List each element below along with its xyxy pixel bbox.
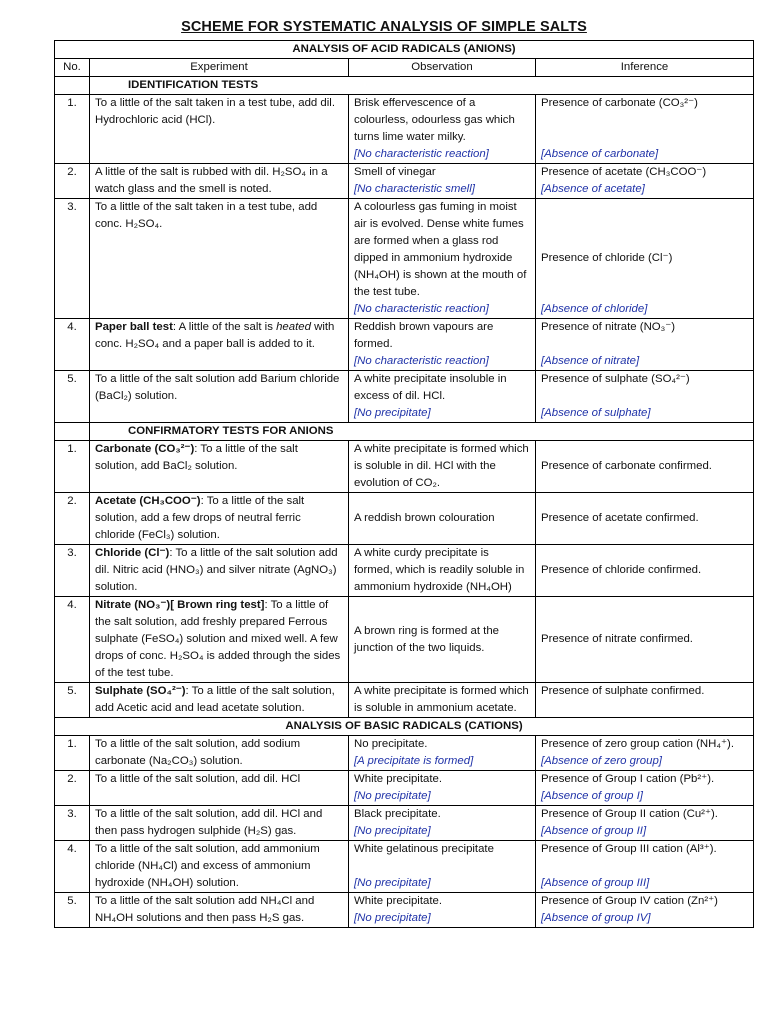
inference-cell	[536, 771, 754, 806]
experiment-text: : A little of the salt is	[172, 321, 277, 333]
row-number: 5.	[55, 683, 90, 718]
experiment-bold: Acetate (CH₃COO⁻)	[95, 495, 201, 507]
table-row	[55, 319, 754, 371]
table-row	[55, 493, 754, 545]
inference-text: Presence of sulphate (SO₄²⁻)	[541, 373, 690, 385]
header-inference: Inference	[536, 59, 754, 77]
row-number: 2.	[55, 493, 90, 545]
observation-text: White precipitate.	[354, 773, 442, 785]
observation-negative: [No characteristic reaction]	[354, 303, 489, 315]
table-row	[55, 841, 754, 893]
row-number: 4.	[55, 597, 90, 683]
experiment-text: : To a little of the salt solution, add freshly prepared Ferrous sulphate (FeSO₄) solution and mixed well. A few drops of conc. H₂SO₄ is added through the sides of the test tube.	[95, 599, 341, 679]
observation-cell	[349, 95, 536, 164]
inference-cell: Presence of carbonate confirmed.	[536, 441, 754, 493]
experiment-bold: Chloride (Cl⁻)	[95, 547, 170, 559]
header-no: No.	[55, 59, 90, 77]
experiment-text: : To a little of the salt solution add dil. Nitric acid (HNO₃) and silver nitrate (AgNO₃) solution.	[95, 547, 338, 593]
experiment-bold: Paper ball test	[95, 321, 173, 333]
inference-text: Presence of nitrate (NO₃⁻)	[541, 321, 676, 333]
row-number: 5.	[55, 371, 90, 423]
experiment-cell	[90, 493, 349, 545]
inference-cell	[536, 371, 754, 423]
header-experiment: Experiment	[90, 59, 349, 77]
inference-cell: Presence of sulphate confirmed.	[536, 683, 754, 718]
inference-negative: [Absence of zero group]	[541, 755, 662, 767]
observation-negative: [No precipitate]	[354, 790, 431, 802]
observation-negative: [No characteristic reaction]	[354, 148, 489, 160]
experiment-cell: To a little of the salt solution, add sodium carbonate (Na₂CO₃) solution.	[90, 736, 349, 771]
inference-text: Presence of carbonate (CO₃²⁻)	[541, 97, 698, 109]
experiment-cell: To a little of the salt solution, add dil. HCl and then pass hydrogen sulphide (H₂S) gas.	[90, 806, 349, 841]
row-number: 4.	[55, 841, 90, 893]
table-row	[55, 806, 754, 841]
inference-negative: [Absence of chloride]	[541, 303, 648, 315]
experiment-cell: To a little of the salt solution add NH₄Cl and NH₄OH solutions and then pass H₂S gas.	[90, 893, 349, 928]
page-title: SCHEME FOR SYSTEMATIC ANALYSIS OF SIMPLE SALTS	[181, 19, 587, 35]
table-row	[55, 771, 754, 806]
experiment-cell	[90, 597, 349, 683]
experiment-cell	[90, 545, 349, 597]
inference-cell	[536, 199, 754, 319]
table-row	[55, 95, 754, 164]
inference-cell	[536, 841, 754, 893]
inference-negative: [Absence of group I]	[541, 790, 643, 802]
table-row	[55, 441, 754, 493]
observation-cell: A white curdy precipitate is formed, which is readily soluble in ammonium hydroxide (NH₄OH)	[349, 545, 536, 597]
subsection-confirmatory	[55, 423, 754, 441]
table-row	[55, 545, 754, 597]
experiment-italic: heated	[276, 321, 311, 333]
experiment-bold: Carbonate (CO₃²⁻)	[95, 443, 195, 455]
observation-cell	[349, 806, 536, 841]
analysis-table	[54, 40, 754, 928]
observation-text: A colourless gas fuming in moist air is evolved. Dense white fumes are formed when a glass rod dipped in ammonium hydroxide (NH₄OH) is shown at the mouth of the test tube.	[354, 201, 527, 298]
observation-cell	[349, 371, 536, 423]
observation-negative: [No characteristic reaction]	[354, 355, 489, 367]
observation-cell	[349, 771, 536, 806]
subsection-spacer	[55, 77, 90, 95]
subsection-identification	[55, 77, 754, 95]
observation-negative: [No precipitate]	[354, 825, 431, 837]
inference-cell	[536, 164, 754, 199]
inference-cell	[536, 319, 754, 371]
inference-negative: [Absence of acetate]	[541, 183, 645, 195]
section-title-cations: ANALYSIS OF BASIC RADICALS (CATIONS)	[55, 718, 754, 736]
experiment-bold: Nitrate (NO₃⁻)[ Brown ring test]	[95, 599, 265, 611]
table-row	[55, 683, 754, 718]
row-number: 4.	[55, 319, 90, 371]
observation-text: Smell of vinegar	[354, 166, 436, 178]
row-number: 3.	[55, 806, 90, 841]
observation-cell: A reddish brown colouration	[349, 493, 536, 545]
experiment-cell	[90, 441, 349, 493]
row-number: 5.	[55, 893, 90, 928]
observation-negative: [No precipitate]	[354, 912, 431, 924]
section-title-anions: ANALYSIS OF ACID RADICALS (ANIONS)	[55, 41, 754, 59]
inference-text: Presence of Group III cation (Al³⁺).	[541, 843, 717, 855]
row-number: 2.	[55, 164, 90, 199]
inference-text: Presence of Group II cation (Cu²⁺).	[541, 808, 718, 820]
inference-negative: [Absence of group II]	[541, 825, 647, 837]
observation-text: A white precipitate insoluble in excess of dil. HCl.	[354, 373, 507, 402]
table-row	[55, 736, 754, 771]
table-row	[55, 893, 754, 928]
observation-negative: [A precipitate is formed]	[354, 755, 474, 767]
observation-text: No precipitate.	[354, 738, 428, 750]
inference-text: Presence of chloride (Cl⁻)	[541, 252, 673, 264]
experiment-cell: To a little of the salt solution add Barium chloride (BaCl₂) solution.	[90, 371, 349, 423]
observation-cell	[349, 319, 536, 371]
observation-negative: [No precipitate]	[354, 877, 431, 889]
inference-text: Presence of zero group cation (NH₄⁺).	[541, 738, 734, 750]
row-number: 2.	[55, 771, 90, 806]
inference-cell: Presence of chloride confirmed.	[536, 545, 754, 597]
inference-text: Presence of Group I cation (Pb²⁺).	[541, 773, 715, 785]
inference-negative: [Absence of group III]	[541, 877, 650, 889]
observation-cell	[349, 199, 536, 319]
inference-negative: [Absence of sulphate]	[541, 407, 651, 419]
inference-cell	[536, 736, 754, 771]
experiment-text: : To a little of the salt solution, add Acetic acid and lead acetate solution.	[95, 685, 335, 714]
experiment-cell: To a little of the salt solution, add dil. HCl	[90, 771, 349, 806]
experiment-text: : To a little of the salt solution, add a few drops of neutral ferric chloride (FeCl₃) solution.	[95, 495, 305, 541]
experiment-cell: A little of the salt is rubbed with dil. H₂SO₄ in a watch glass and the smell is noted.	[90, 164, 349, 199]
experiment-text: with conc. H₂SO₄ and a paper ball is added to it.	[95, 321, 335, 350]
subsection-title-confirmatory: CONFIRMATORY TESTS FOR ANIONS	[90, 423, 754, 441]
inference-text: Presence of acetate (CH₃COO⁻)	[541, 166, 707, 178]
table-row	[55, 597, 754, 683]
observation-cell	[349, 164, 536, 199]
observation-text: Brisk effervescence of a colourless, odourless gas which turns lime water milky.	[354, 97, 515, 143]
inference-cell: Presence of nitrate confirmed.	[536, 597, 754, 683]
subsection-spacer	[55, 423, 90, 441]
column-header-row	[55, 59, 754, 77]
table-row	[55, 371, 754, 423]
inference-cell	[536, 893, 754, 928]
subsection-title-identification: IDENTIFICATION TESTS	[90, 77, 754, 95]
table-row	[55, 164, 754, 199]
inference-cell: Presence of acetate confirmed.	[536, 493, 754, 545]
observation-cell	[349, 736, 536, 771]
experiment-cell	[90, 683, 349, 718]
inference-text: Presence of Group IV cation (Zn²⁺)	[541, 895, 718, 907]
observation-text: Reddish brown vapours are formed.	[354, 321, 494, 350]
inference-cell	[536, 806, 754, 841]
observation-cell: A white precipitate is formed which is soluble in ammonium acetate.	[349, 683, 536, 718]
inference-negative: [Absence of carbonate]	[541, 148, 659, 160]
experiment-cell: To a little of the salt taken in a test tube, add dil. Hydrochloric acid (HCl).	[90, 95, 349, 164]
experiment-cell	[90, 319, 349, 371]
observation-negative: [No characteristic smell]	[354, 183, 475, 195]
inference-cell	[536, 95, 754, 164]
observation-cell: A white precipitate is formed which is soluble in dil. HCl with the evolution of CO₂.	[349, 441, 536, 493]
observation-cell	[349, 841, 536, 893]
inference-negative: [Absence of group IV]	[541, 912, 651, 924]
row-number: 3.	[55, 545, 90, 597]
experiment-bold: Sulphate (SO₄²⁻)	[95, 685, 186, 697]
experiment-text: : To a little of the salt solution, add BaCl₂ solution.	[95, 443, 298, 472]
row-number: 1.	[55, 736, 90, 771]
observation-cell: A brown ring is formed at the junction of the two liquids.	[349, 597, 536, 683]
row-number: 1.	[55, 95, 90, 164]
experiment-cell: To a little of the salt taken in a test tube, add conc. H₂SO₄.	[90, 199, 349, 319]
table-row	[55, 199, 754, 319]
experiment-cell: To a little of the salt solution, add ammonium chloride (NH₄Cl) and excess of ammonium hydroxide (NH₄OH) solution.	[90, 841, 349, 893]
section-header-anions	[55, 41, 754, 59]
section-header-cations	[55, 718, 754, 736]
observation-cell	[349, 893, 536, 928]
observation-text: Black precipitate.	[354, 808, 441, 820]
observation-text: White gelatinous precipitate	[354, 843, 494, 855]
row-number: 1.	[55, 441, 90, 493]
header-observation: Observation	[349, 59, 536, 77]
observation-text: White precipitate.	[354, 895, 442, 907]
row-number: 3.	[55, 199, 90, 319]
inference-negative: [Absence of nitrate]	[541, 355, 640, 367]
observation-negative: [No precipitate]	[354, 407, 431, 419]
